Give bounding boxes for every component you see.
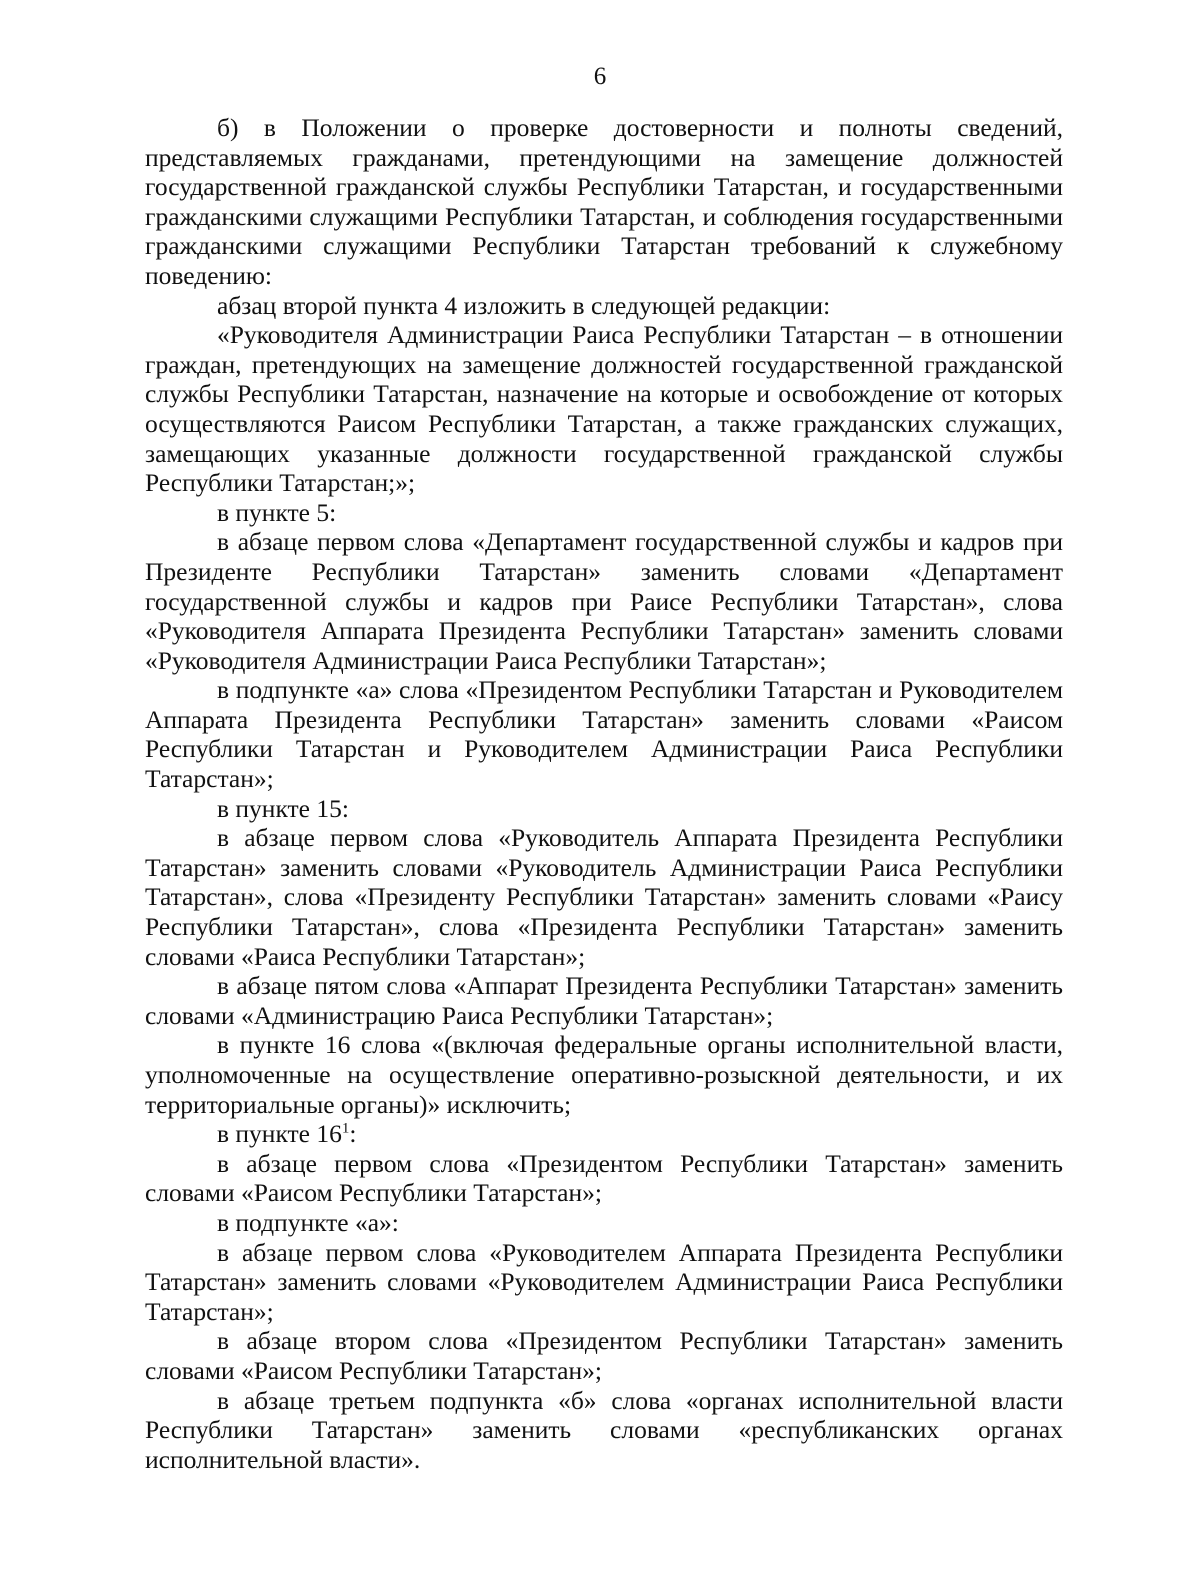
paragraph-abzac-vtoroy: абзац второй пункта 4 изложить в следующей редакции: xyxy=(217,290,831,320)
paragraph-podpunkt-b-abzac-3: в абзаце третьем подпункта «б» слова «органах исполнительной власти Республики Татарстан» заменить словами «республиканских органах исполнительной власти». xyxy=(145,1385,1063,1474)
page-number: 6 xyxy=(593,63,607,90)
document-body xyxy=(145,113,1063,1474)
paragraph-podpunkt-a: в подпункте «а»: xyxy=(217,1207,399,1237)
punkt-16-1-text: в пункте 16 xyxy=(217,1119,342,1149)
paragraph-punkt-5: в пункте 5: xyxy=(217,497,337,527)
punkt-16-1-suffix: : xyxy=(349,1119,357,1149)
punkt-16-1-superscript: 1 xyxy=(341,1120,350,1137)
paragraph-punkt-5-podpunkt-a: в подпункте «а» слова «Президентом Республики Татарстан и Руководителем Аппарата Президента Республики Татарстан» заменить словами «Раисом Республики Татарстан и Руководителем Администрации Раиса Республики Татарстан»; xyxy=(145,675,1063,794)
paragraph-b-intro: б) в Положении о проверке достоверности и полноты сведений, представляемых гражданами, претендующими на замещение должностей государственной гражданской службы Республики Татарстан, и государственными гражданскими служащими Республики Татарстан, и соблюдения государственными гражданскими служащими Республики Татарстан требований к служебному поведению: xyxy=(145,113,1063,290)
paragraph-punkt-16: в пункте 16 слова «(включая федеральные органы исполнительной власти, уполномоченные на осуществление оперативно-розыскной деятельности, и их территориальные органы)» исключить; xyxy=(145,1030,1063,1119)
paragraph-quote-rukovoditel: «Руководителя Администрации Раиса Республики Татарстан – в отношении граждан, претендующих на замещение должностей государственной гражданской службы Республики Татарстан, назначение на которые и освобождение от которых осуществляются Раисом Республики Татарстан, а также гражданских служащих, замещающих указанные должности государственной гражданской службы Республики Татарстан;»; xyxy=(145,320,1063,498)
paragraph-podpunkt-a-abzac-2: в абзаце втором слова «Президентом Республики Татарстан» заменить словами «Раисом Республики Татарстан»; xyxy=(145,1326,1063,1385)
paragraph-punkt-15-abzac-1: в абзаце первом слова «Руководитель Аппарата Президента Республики Татарстан» заменить словами «Руководитель Администрации Раиса Республики Татарстан», слова «Президенту Республики Татарстан» заменить словами «Раису Республики Татарстан», слова «Президента Республики Татарстан» заменить словами «Раиса Республики Татарстан»; xyxy=(145,823,1063,971)
paragraph-punkt-15-abzac-5: в абзаце пятом слова «Аппарат Президента Республики Татарстан» заменить словами «Администрацию Раиса Республики Татарстан»; xyxy=(145,971,1063,1030)
paragraph-punkt-16-1-abzac-1: в абзаце первом слова «Президентом Республики Татарстан» заменить словами «Раисом Республики Татарстан»; xyxy=(145,1148,1063,1208)
paragraph-punkt-16-1 xyxy=(145,1119,1063,1149)
paragraph-podpunkt-a-abzac-1: в абзаце первом слова «Руководителем Аппарата Президента Республики Татарстан» заменить словами «Руководителем Администрации Раиса Республики Татарстан»; xyxy=(145,1237,1063,1326)
paragraph-punkt-15: в пункте 15: xyxy=(217,793,349,823)
paragraph-punkt-5-abzac-1: в абзаце первом слова «Департамент государственной службы и кадров при Президенте Республики Татарстан» заменить словами «Департамент государственной службы и кадров при Раисе Республики Татарстан», слова «Руководителя Аппарата Президента Республики Татарстан» заменить словами «Руководителя Администрации Раиса Республики Татарстан»; xyxy=(145,527,1063,675)
